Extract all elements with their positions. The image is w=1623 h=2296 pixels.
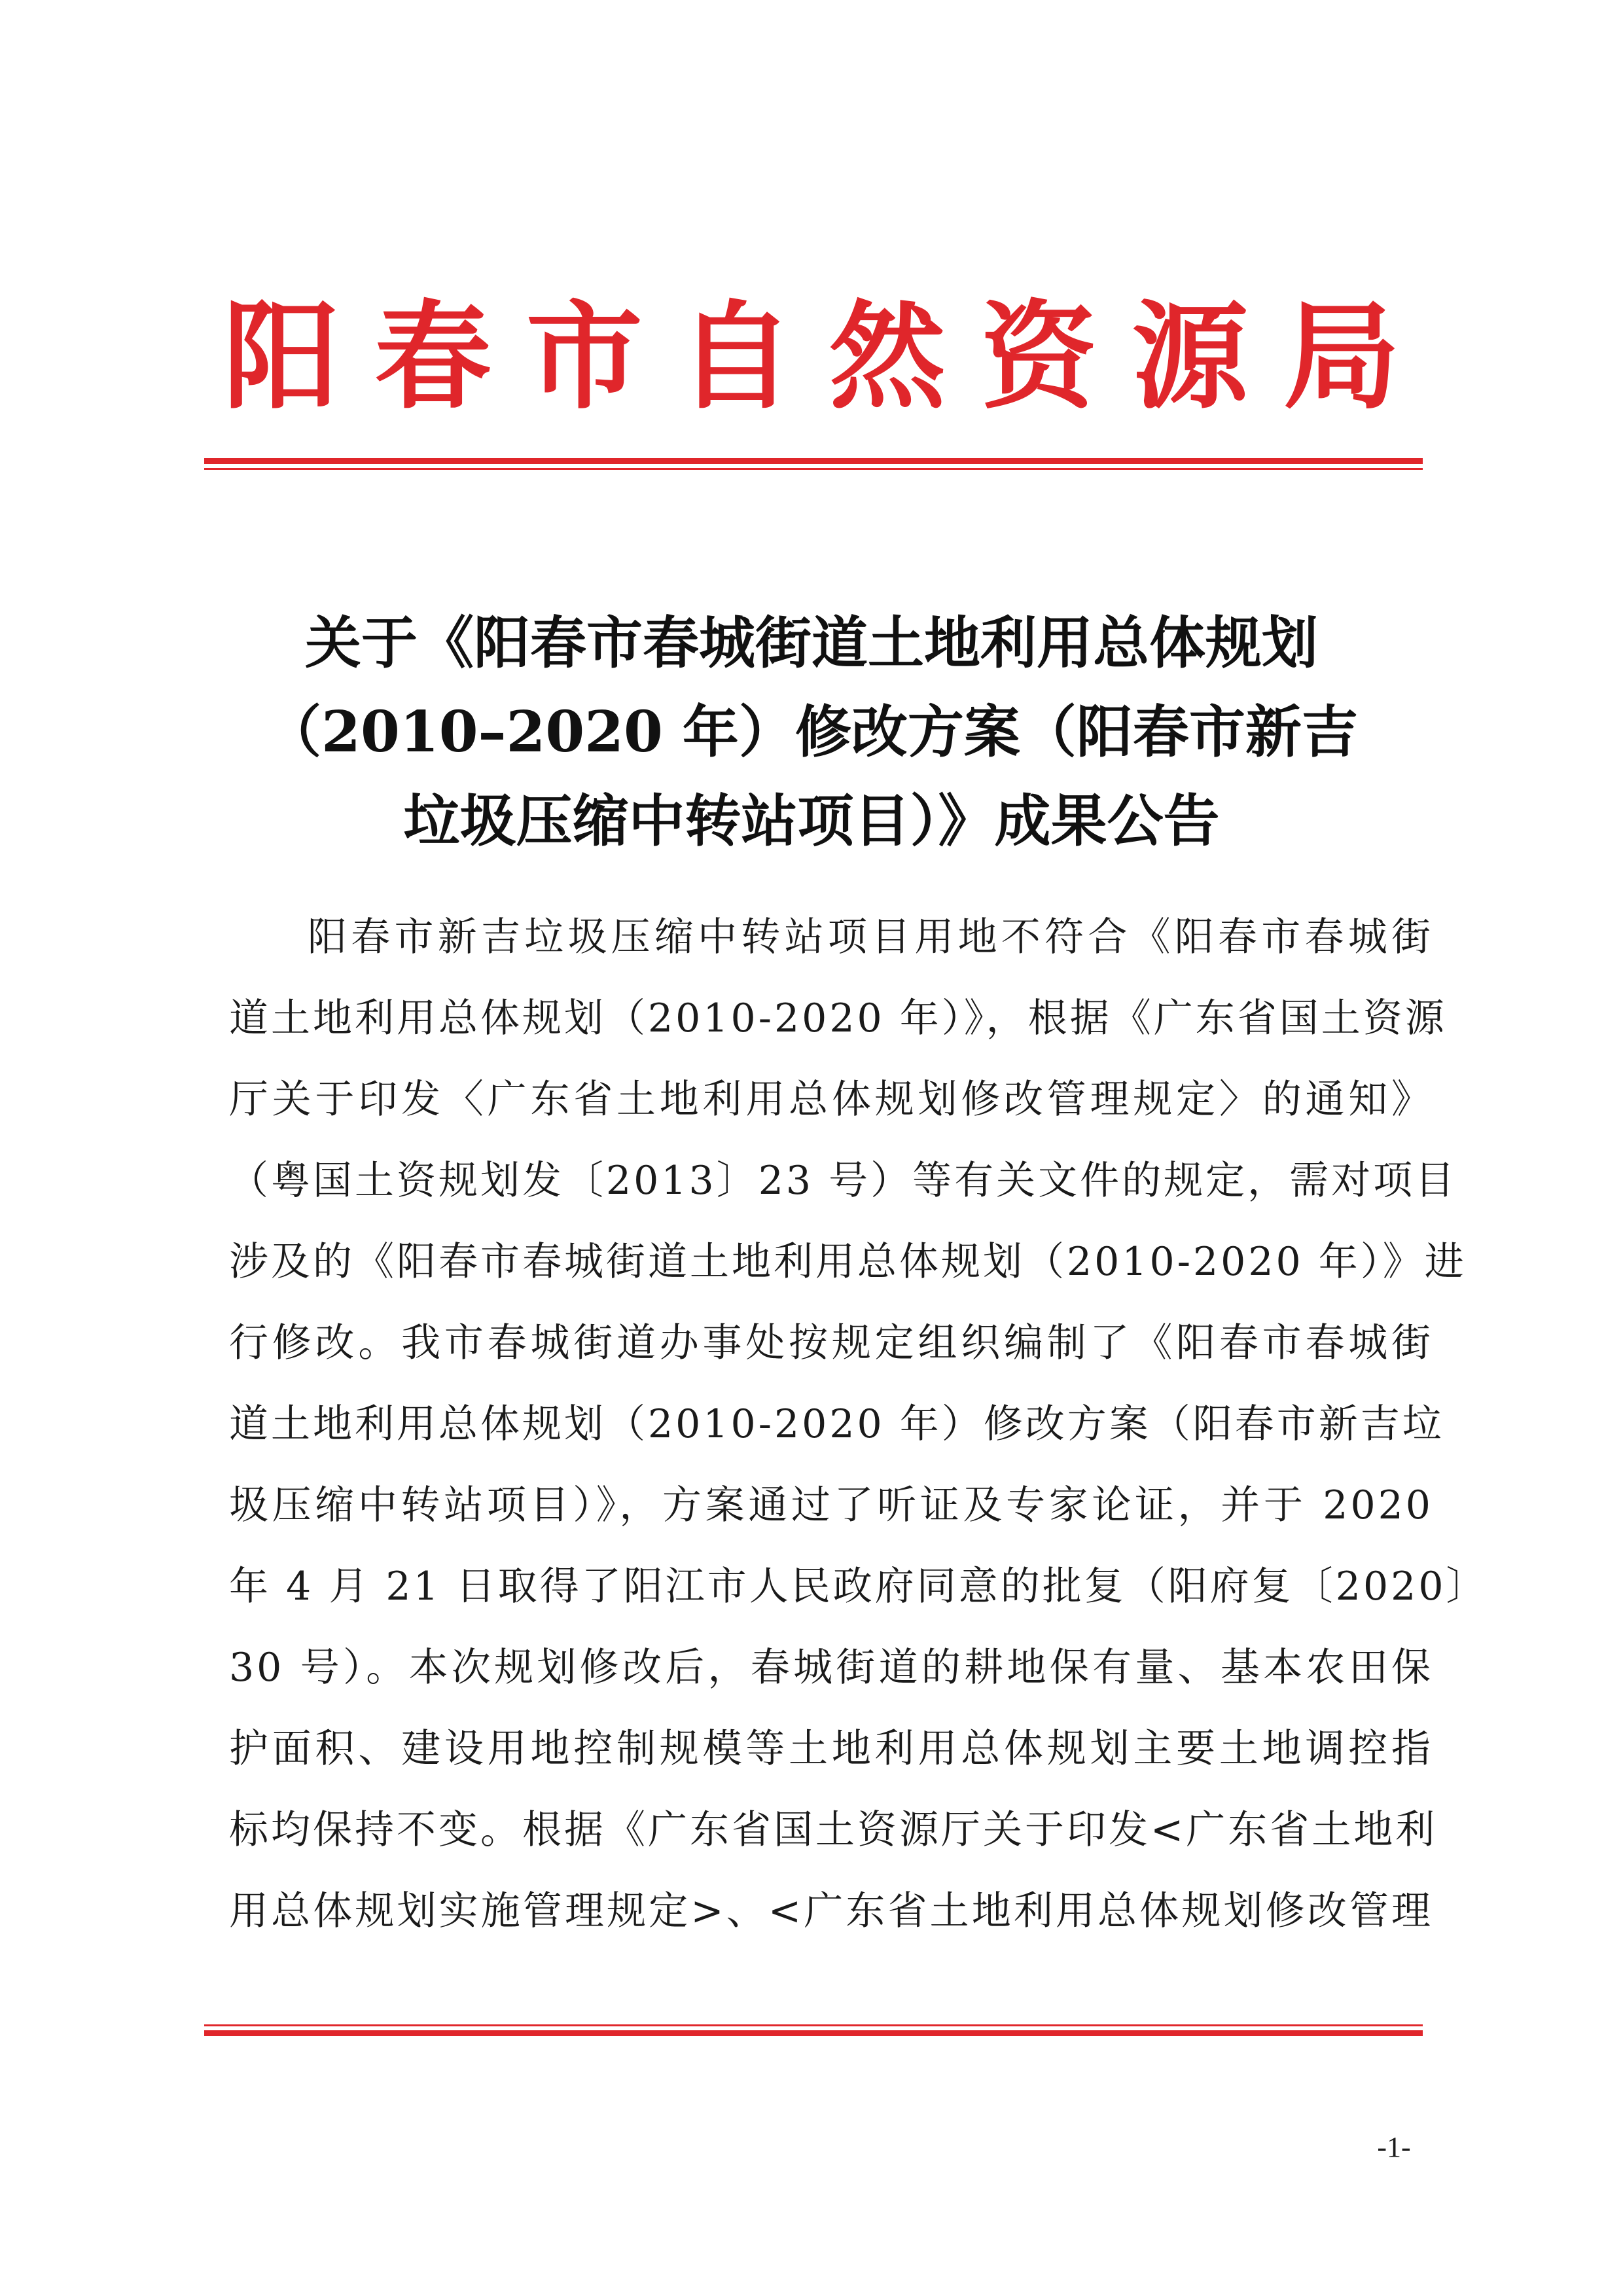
body-line: 年 4 月 21 日取得了阳江市人民政府同意的批复（阳府复〔2020〕 [229,1564,1488,1609]
body-line: 标均保持不变。根据《广东省国土资源厅关于印发<广东省土地利 [229,1807,1438,1853]
agency-header-char: 然 [829,288,946,425]
body-line: 道土地利用总体规划（2010-2020 年）》，根据《广东省国土资源 [229,996,1447,1041]
body-line: 涉及的《阳春市春城街道土地利用总体规划（2010-2020 年）》进 [229,1239,1467,1285]
footer-divider-thick-line [204,2030,1423,2036]
body-line: 30 号）。本次规划修改后，春城街道的耕地保有量、基本农田保 [229,1645,1433,1691]
body-line: 用总体规划实施管理规定>、<广东省土地利用总体规划修改管理 [229,1888,1433,1934]
body-line: （粤国土资规划发〔2013〕23 号）等有关文件的规定，需对项目 [229,1158,1457,1204]
document-body [229,897,1488,1952]
document-title-line: （2010–2020 年）修改方案（阳春市新吉 [265,699,1358,765]
agency-header-char: 市 [526,288,643,425]
body-line: 圾压缩中转站项目）》，方案通过了听证及专家论证，并于 2020 [229,1482,1433,1528]
agency-header-char: 自 [677,288,794,425]
header-divider-thick-line [204,458,1423,464]
body-line: 行修改。我市春城街道办事处按规定组织编制了《阳春市春城街 [229,1320,1433,1366]
body-line: 阳春市新吉垃圾压缩中转站项目用地不符合《阳春市春城街 [308,914,1433,960]
agency-header-char: 源 [1132,288,1249,425]
body-line: 厅关于印发〈广东省土地利用总体规划修改管理规定〉的通知》 [229,1077,1433,1122]
footer-divider-thin-line [204,2024,1423,2026]
body-line: 道土地利用总体规划（2010-2020 年）修改方案（阳春市新吉垃 [229,1401,1444,1447]
document-title-line: 关于《阳春市春城街道土地利用总体规划 [305,610,1318,676]
agency-header-char: 阳 [223,288,340,425]
header-divider-thin-line [204,468,1423,470]
footer-divider [204,2024,1423,2036]
body-line: 护面积、建设用地控制规模等土地利用总体规划主要土地调控指 [229,1726,1433,1772]
header-divider [204,458,1423,470]
page-number: -1- [1377,2131,1411,2163]
document-title [216,599,1407,866]
document-title-line: 垃圾压缩中转站项目）》成果公告 [403,788,1220,854]
agency-header-char: 局 [1283,288,1400,425]
agency-header-char: 资 [980,288,1097,425]
agency-header-char: 春 [374,288,491,425]
agency-header [216,281,1407,432]
